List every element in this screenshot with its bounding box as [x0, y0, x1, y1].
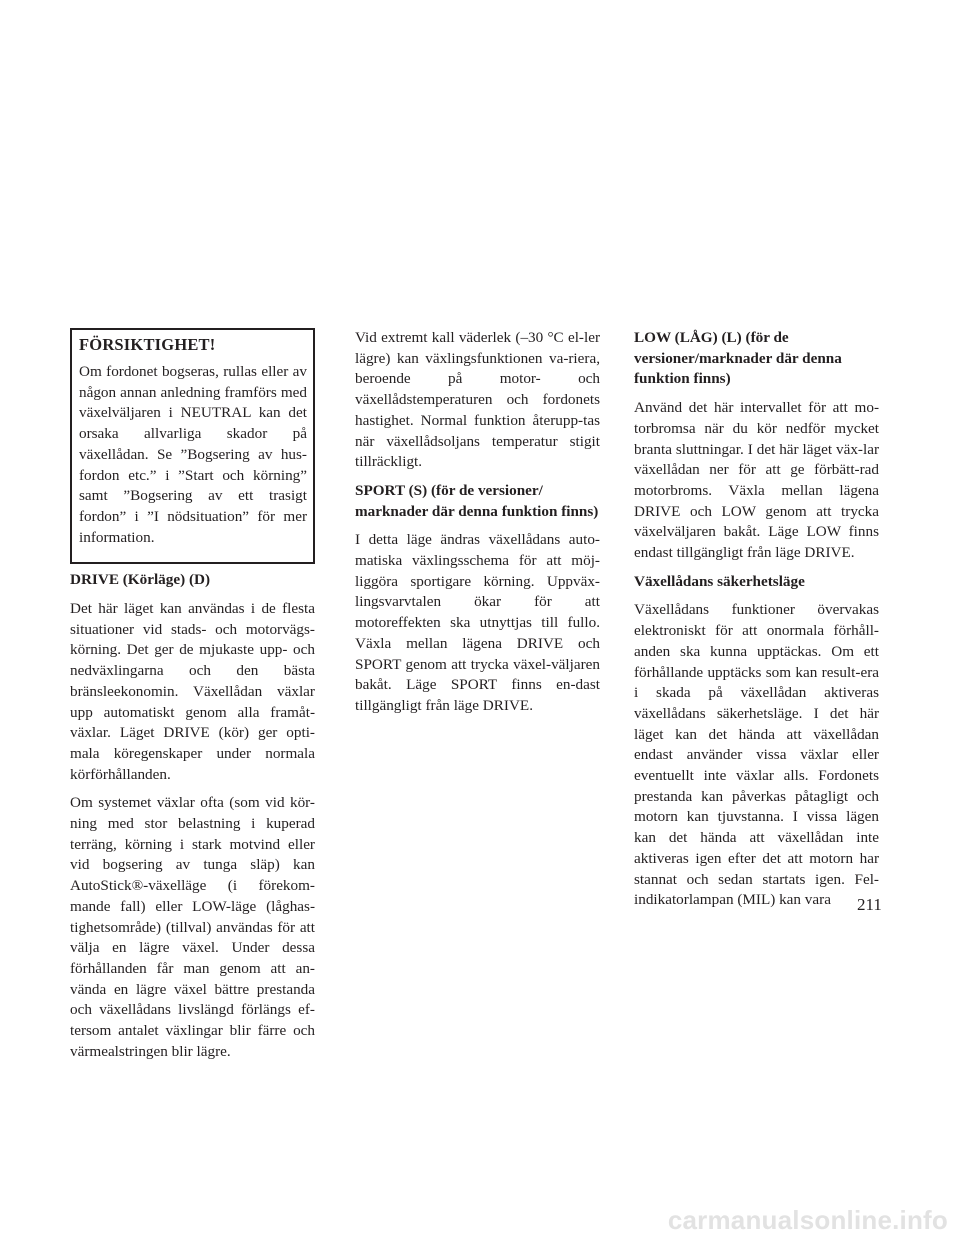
caution-title: FÖRSIKTIGHET!: [79, 335, 216, 354]
drive-paragraph-3: Vid extremt kall väderlek (–30 °C el-ler lägre) kan växlingsfunktionen va-riera, beroende på motor- och växellådstemperaturen och fordonets hastighet. Normal funktion återupp-tas när växellådsoljans temperatur stigit tillräckligt.: [355, 329, 600, 471]
column-1: [70, 328, 315, 1071]
column-2: [355, 328, 600, 725]
column-3: [634, 328, 879, 919]
low-heading: LOW (LÅG) (L) (för de versioner/marknader där denna funktion finns): [634, 329, 842, 388]
caution-box: [70, 328, 315, 564]
drive-paragraph-1: Det här läget kan användas i de flesta situationer vid stads- och motorvägs-körning. Det ger de mjukaste upp- och nedväxlingarna och den bästa bränsleekonomin. Växellådan växlar upp automatiskt genom alla framåt-växlar. Läget DRIVE (kör) ger opti-mala köregenskaper under normala körförhållanden.: [70, 600, 315, 783]
page-number: 211: [857, 895, 882, 914]
watermark-text: carmanualsonline.info: [667, 1205, 948, 1235]
safety-paragraph-1: Växellådans funktioner övervakas elektroniskt för att onormala förhåll-anden ska kunna upptäckas. Om ett förhållande upptäcks som kan result-era i skada på växellådan aktiveras växellådans säkerhetsläge. I det här läget kan det hända att växellådan endast använder vissa växlar eller eventuellt inte växlar alls. Fordonets prestanda kan påverkas påtagligt och motorn kan tjuvstanna. I vissa lägen kan det hända att växellådan inte aktiveras igen efter det att motorn har stannat och sedan startats igen. Fel-indikatorlampan (MIL) kan vara: [634, 601, 879, 909]
safety-heading: Växellådans säkerhetsläge: [634, 572, 805, 590]
drive-paragraph-2: Om systemet växlar ofta (som vid kör-ning med stor belastning i kuperad terräng, körning i stark motvind eller vid bogsering av tunga släp) kan AutoStick®-växelläge (i förekom-mande fall) eller LOW-läge (låghas-tighetsområde) (tillval) användas för att välja en lägre växel. Under dessa förhållanden får man genom att an-vända en lägre växel bättre prestanda och växellådans livslängd förlängs ef-tersom antalet växlingar blir färre och värmealstringen blir lägre.: [70, 794, 315, 1060]
drive-heading: DRIVE (Körläge) (D): [70, 571, 211, 589]
low-paragraph-1: Använd det här intervallet för att mo-torbromsa när du kör nedför mycket branta sluttningar. I det här läget väx-lar växellådan ner för att ge förbätt-rad motorbroms. Växla mellan lägena DRIVE och LOW genom att trycka växelväljaren bakåt. Läge LOW finns endast tillgängligt från läge DRIVE.: [634, 399, 879, 562]
caution-text: Om fordonet bogseras, rullas eller av någon annan anledning framförs med växelväljaren i NEUTRAL kan det orsaka allvarliga skador på växellådan. Se ”Bogsering av hus-fordon etc.” i ”Start och körning” samt ”Bogsering av ett trasigt fordon” i ”I nödsituation” för mer information.: [79, 363, 307, 546]
sport-heading: SPORT (S) (för de versioner/ marknader där denna funktion finns): [355, 481, 599, 520]
sport-paragraph-1: I detta läge ändras växellådans auto-matiska växlingsschema för att möj-liggöra sportigare körning. Uppväx-lingsvarvtalen ökar för att motoreffekten ska utnyttjas till fullo. Växla mellan lägena DRIVE och SPORT genom att trycka växel-väljaren bakåt. Läge SPORT finns en-dast tillgängligt från läge DRIVE.: [355, 531, 600, 714]
